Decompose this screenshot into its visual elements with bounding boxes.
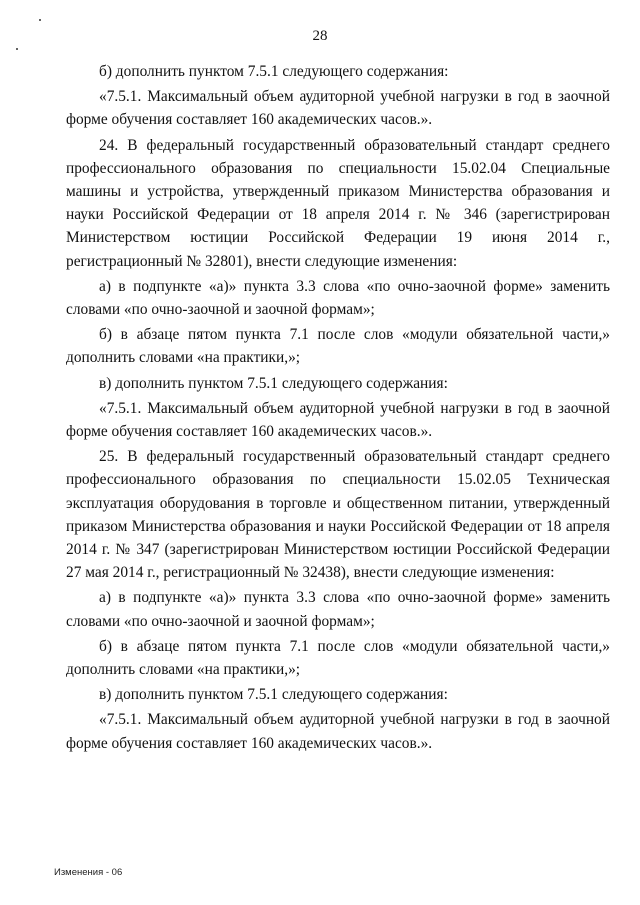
paragraph: «7.5.1. Максимальный объем аудиторной учебной нагрузки в год в заочной форме обучения составляет 160 академических часов.». — [66, 399, 610, 441]
paragraph: «7.5.1. Максимальный объем аудиторной учебной нагрузки в год в заочной форме обучения составляет 160 академических часов.». — [66, 711, 610, 752]
page-footer: Изменения - 06 — [54, 867, 123, 878]
page-number: 28 — [312, 28, 328, 44]
paragraph: 24. В федеральный государственный образовательный стандарт среднего профессионального образования по специальности 15.02.04 Специальные машины и устройства, утвержденный приказом Министерства образования и науки Российской Федерации от 18 апреля 2014 г. № 346 (зарегистрирован Министерством юстиции Российской Федерации 19 июня 2014 г., регистрационный № 32801), внести следующие изменения: — [66, 136, 610, 270]
paragraph: а) в подпункте «а)» пункта 3.3 слова «по очно-заочной форме» заменить словами «по очно-заочной и заочной формам»; — [66, 589, 610, 630]
paragraph: б) в абзаце пятом пункта 7.1 после слов «модули обязательной части,» дополнить словами «на практики,»; — [66, 326, 610, 367]
paragraph: а) в подпункте «а)» пункта 3.3 слова «по очно-заочной форме» заменить словами «по очно-заочной и заочной формам»; — [66, 277, 610, 319]
paragraph: в) дополнить пунктом 7.5.1 следующего содержания: — [99, 374, 448, 392]
paragraph: б) дополнить пунктом 7.5.1 следующего содержания: — [99, 63, 449, 80]
scan-speck — [16, 48, 18, 50]
document-body — [66, 60, 610, 755]
paragraph: б) в абзаце пятом пункта 7.1 после слов «модули обязательной части,» дополнить словами «на практики,»; — [66, 637, 610, 679]
scan-speck — [39, 19, 41, 21]
paragraph: «7.5.1. Максимальный объем аудиторной учебной нагрузки в год в заочной форме обучения составляет 160 академических часов.». — [66, 88, 610, 129]
paragraph: 25. В федеральный государственный образовательный стандарт среднего профессионального образования по специальности 15.02.05 Техническая эксплуатация оборудования в торговле и общественном питании, утвержденный приказом Министерства образования и науки Российской Федерации от 18 апреля 2014 г. № 347 (зарегистрирован Министерством юстиции Российской Федерации 27 мая 2014 г., регистрационный № 32438), внести следующие изменения: — [66, 448, 610, 582]
paragraph: в) дополнить пунктом 7.5.1 следующего содержания: — [99, 686, 448, 704]
